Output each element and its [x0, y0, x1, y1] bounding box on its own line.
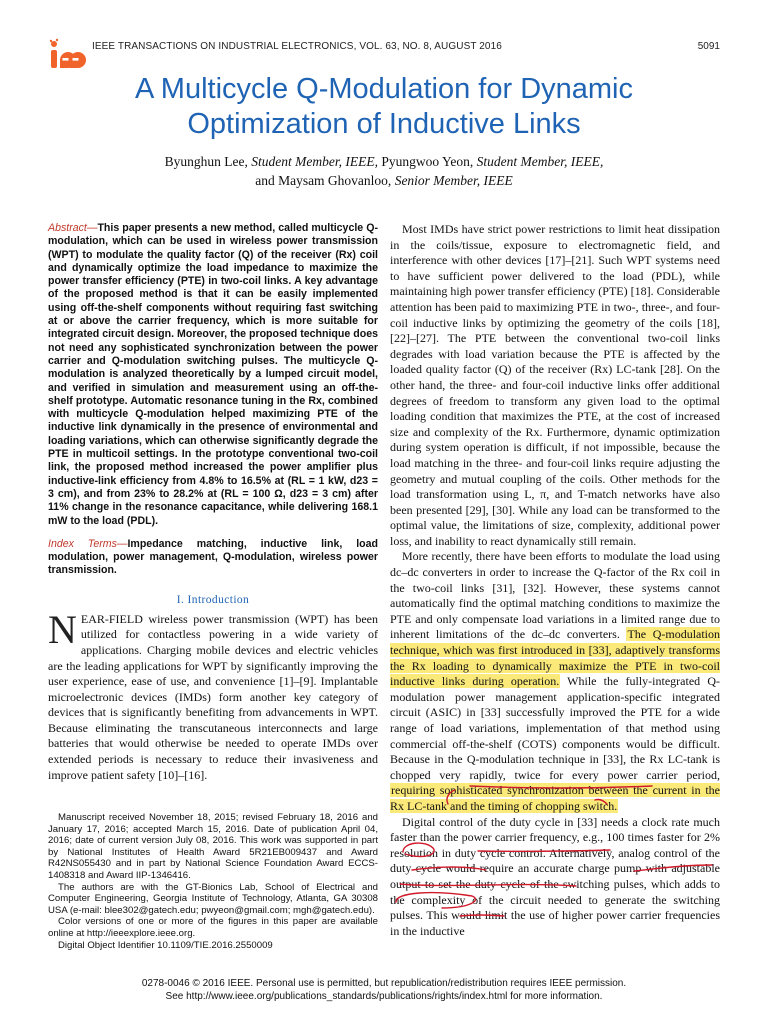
- author-name: Pyungwoo Yeon,: [381, 154, 474, 169]
- author-line-2: [48, 171, 720, 190]
- journal-header: IEEE TRANSACTIONS ON INDUSTRIAL ELECTRONICS, VOL. 63, NO. 8, AUGUST 2016: [92, 41, 502, 52]
- author-name: and Maysam Ghovanloo,: [255, 173, 392, 188]
- intro-paragraph: [48, 606, 378, 784]
- section-heading: I. Introduction: [176, 593, 250, 606]
- rights-link[interactable]: See http://www.ieee.org/publications_standards/publications/rights/index.html for more information.: [165, 991, 603, 1002]
- copyright-footer: [48, 977, 720, 1003]
- abstract: [48, 222, 378, 528]
- author-role: Student Member, IEEE,: [251, 154, 378, 169]
- left-column: [48, 222, 378, 783]
- page-header: [48, 38, 720, 74]
- footnote-manuscript: Manuscript received November 18, 2015; revised February 18, 2016 and January 17, 2016; accepted March 15, 2016. Date of publication April 04, 2016; date of current version July 08, 2016. This work was supported in part by National Institutes of Health Award 5R21EB009437 and Award R42NS055430 and in part by National Science Foundation Award ECCS-1408318 and Award IIP-1346416.: [48, 812, 378, 881]
- title-line-1: A Multicycle Q-Modulation for Dynamic: [135, 73, 633, 105]
- author-line-1: [48, 152, 720, 171]
- intro-text: EAR-FIELD wireless power transmission (WPT) has been utilized for contactless powering in a wide variety of applications. Charging mobile devices and electric vehicles are the leading applications for WPT by significantly improving the user experience, ease of use, and convenience [1]–[9]. Implantable microelectronic devices (IMDs) form another key category of devices that is significantly benefiting from advancements in WPT. Because eliminating the transcutaneous interconnects and large batteries that would otherwise be needed to operate IMDs over extended periods is necessary to reduce their invasiveness and improve patient safety [10]–[16].: [48, 611, 378, 782]
- author-list: [48, 152, 720, 190]
- footnote-affiliation: The authors are with the GT-Bionics Lab, School of Electrical and Computer Engineering, Georgia Institute of Technology, Atlanta, GA 30308 USA (e-mail: blee302@gatech.edu; pwyeon@gmail.com; mgh@gatech.edu).: [48, 881, 378, 916]
- manuscript-footnote: [48, 812, 378, 951]
- abstract-label: Abstract—: [48, 222, 98, 234]
- abstract-text: This paper presents a new method, called multicycle Q-modulation, which can be used in wireless power transmission (WPT) to modulate the quality factor (Q) of the receiver (Rx) coil and dynamically optimize the load impedance to maximize the power transfer efficiency (PTE) in two-coil links. A key advantage of the proposed method is that it can be easily implemented using off-the-shelf components without requiring fast switching at or above the carrier frequency, which is more suitable for integrated circuit design. Moreover, the proposed technique does not need any sophisticated synchronization between the power carrier and Q-modulation switching pulses. The multicycle Q-modulation is analyzed theoretically by a lumped circuit model, and verified in simulation and measurement using an off-the-shelf prototype. Automatic resonance tuning in the Rx, combined with multicycle Q-modulation helped maximizing PTE of the inductive link dynamically in the presence of environmental and loading variations, which can otherwise significantly degrade the PTE in multicoil settings. In the prototype conventional two-coil link, the proposed method increased the power amplifier plus inductive-link efficiency from 4.8% to 16.5% at (RL = 1 kW, d23 = 3 cm), and from 23% to 28.2% at (RL = 100 Ω, d23 = 3 cm) after 11% change in the resonance capacitance, while delivering 168.1 mW to the load (PDL).: [48, 222, 378, 527]
- author-name: Byunghun Lee,: [164, 154, 248, 169]
- footnote-color: Color versions of one or more of the figures in this paper are available online at http://ieeexplore.ieee.org.: [48, 916, 378, 939]
- right-column: [390, 222, 720, 939]
- copyright-line: 0278-0046 © 2016 IEEE. Personal use is permitted, but republication/redistribution requires IEEE permission.: [141, 978, 627, 989]
- ieee-logo-icon: [48, 38, 86, 72]
- body-text: While the fully-integrated Q-modulation power management application-specific integrated circuit (ASIC) in [33] successfully improved the PTE for a wide range of load variations, implementation of that method using commercial off-the-shelf (COTS) components would be difficult. Because in the Q-modulation technique in [33], the Rx LC-tank is chopped very rapidly, twice for every power carrier period,: [390, 674, 721, 782]
- index-terms: [48, 538, 378, 578]
- index-terms-label: Index Terms—: [48, 537, 128, 550]
- body-paragraph: Most IMDs have strict power restrictions to limit heat dissipation in the coils/tissue, exposure to electromagnetic field, and interference with other devices [17]–[21]. Such WPT systems need to have sufficient power delivered to the load (PDL), while maintaining high power transfer efficiency (PTE) [18]. Considerable attention has been paid to maximizing PTE in two-, three-, and four-coil inductive links by optimizing the geometry of the coils [18], [22]–[27]. The PTE between the conventional two-coil links degrades with load variation because the PTE is affected by the loaded quality factor (Q) of the receiver (Rx) LC-tank [28]. On the other hand, the three- and four-coil inductive links offer additional degrees of freedom to transform any given load to the optimal loading condition that maximizes the PTE, at the cost of increased size and complexity of the Rx. Furthermore, dynamic optimization during system operation is difficult, if not impossible, because the load matching in the three- and four-coil links require adjusting the geometry and mutual coupling of the coils. Other methods for the load transformation using L, π, and T-match networks have also been presented [29], [30]. While any load can be transformed to the optimal value, the limitations of size, complexity, additional power loss, and inability to react dynamically still remain.: [390, 222, 720, 548]
- index-terms-text: Impedance matching, inductive link, load modulation, power management, Q-modulation, wireless power transmission.: [48, 537, 378, 577]
- highlighted-text: The Q-modulation technique, which was first introduced in [33], adaptively transforms the Rx loading to dynamically maximize the PTE in two-coil inductive links during operation.: [390, 627, 721, 689]
- page-number: 5091: [697, 41, 720, 52]
- body-paragraph: [390, 549, 720, 814]
- drop-cap: N: [48, 606, 77, 652]
- author-role: Student Member, IEEE,: [476, 154, 604, 169]
- title-line-2: Optimization of Inductive Links: [187, 108, 581, 140]
- author-role: Senior Member, IEEE: [394, 173, 513, 188]
- paper-title: [48, 72, 720, 142]
- body-text: More recently, there have been efforts to modulate the load using dc–dc converters in order to increase the Q-factor of the Rx coil in the two-coil links [31], [32]. However, these systems cannot automatically find the optimal matching conditions to maximize the PTE and only compensate load variations in a limited range due to inherent limitations of the dc–dc converters.: [390, 549, 720, 642]
- body-paragraph: Digital control of the duty cycle in [33] needs a clock rate much faster than the power carrier frequency, e.g., 100 times faster for 2% resolution in duty cycle control. Alternatively, analog control of the duty cycle would require an accurate charge pump with adjustable output to set the duty cycle of the switching pulses, which adds to the complexity of the circuit needed to generate the switching pulses. This would limit the use of higher power carrier frequencies in the inductive: [390, 814, 720, 938]
- highlighted-text: requiring sophisticated synchronization between the current in the Rx LC-tank and the timing of chopping switch.: [390, 783, 720, 813]
- footnote-doi: Digital Object Identifier 10.1109/TIE.2016.2550009: [58, 939, 273, 951]
